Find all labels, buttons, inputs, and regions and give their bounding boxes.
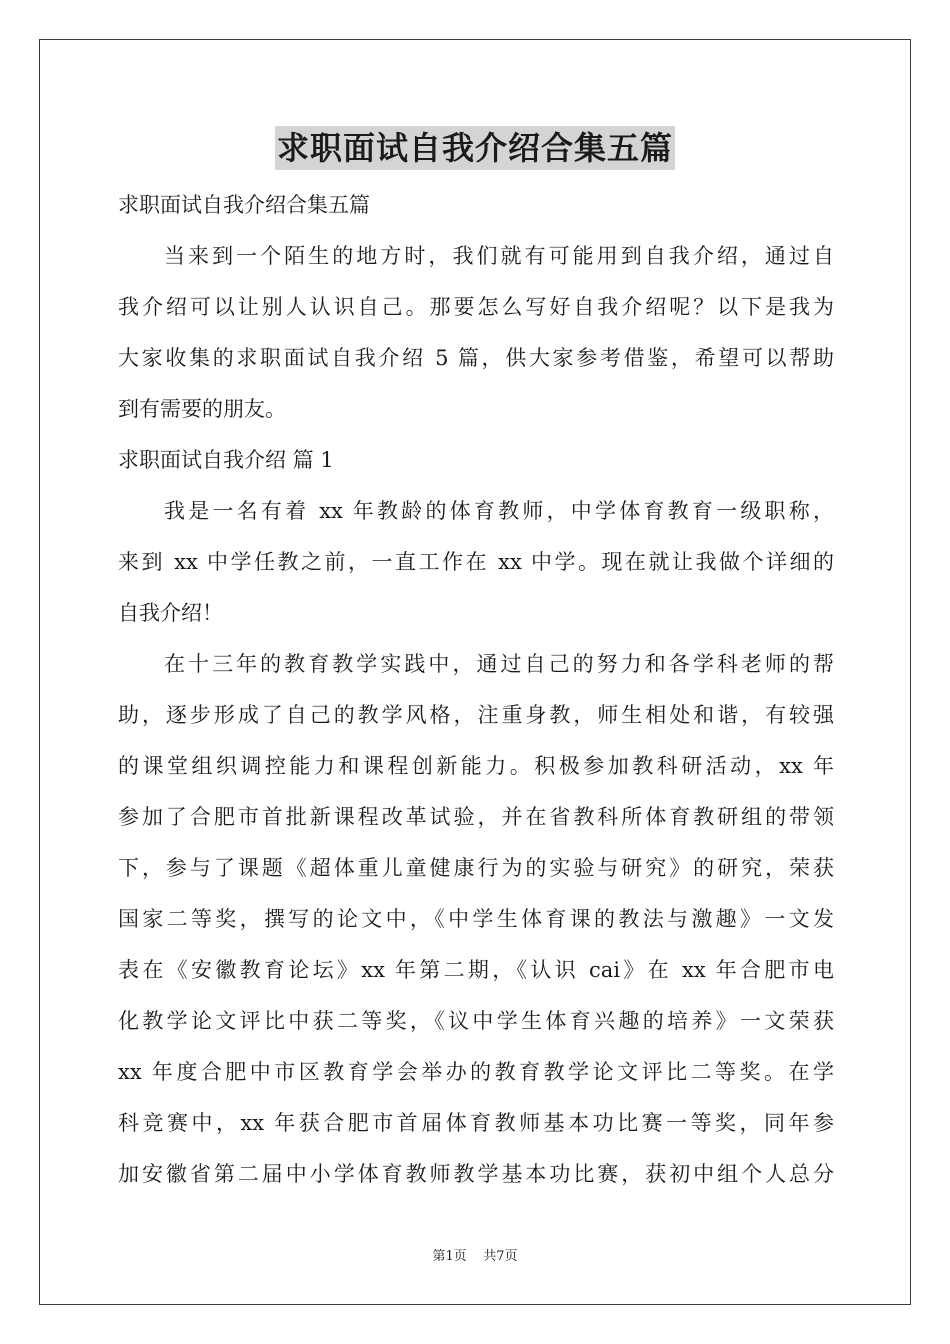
paragraph-line: 化教学论文评比中获二等奖，《议中学生体育兴趣的培养》一文荣获: [118, 1009, 834, 1033]
paragraph-line: 下，参与了课题《超体重儿童健康行为的实验与研究》的研究，荣获: [118, 856, 834, 880]
paragraph-line: 我是一名有着 xx 年教龄的体育教师，中学体育教育一级职称，: [164, 499, 834, 523]
paragraph-line: 参加了合肥市首批新课程改革试验，并在省教科所体育教研组的带领: [118, 805, 834, 829]
paragraph-line: 到有需要的朋友。: [118, 397, 286, 421]
paragraph-line: 大家收集的求职面试自我介绍 5 篇，供大家参考借鉴，希望可以帮助: [118, 346, 834, 370]
subtitle-line: 求职面试自我介绍合集五篇: [118, 193, 370, 217]
document-body: [118, 180, 834, 1200]
paragraph-line: 国家二等奖，撰写的论文中，《中学生体育课的教法与激趣》一文发: [118, 907, 834, 931]
paragraph-line: 来到 xx 中学任教之前，一直工作在 xx 中学。现在就让我做个详细的: [118, 550, 834, 574]
document-title-wrapper: [0, 126, 950, 170]
paragraph-line: 加安徽省第二届中小学体育教师教学基本功比赛，获初中组个人总分: [118, 1162, 834, 1186]
paragraph-line: 在十三年的教育教学实践中，通过自己的努力和各学科老师的帮: [164, 652, 834, 676]
paragraph-line: 助，逐步形成了自己的教学风格，注重身教，师生相处和谐，有较强: [118, 703, 834, 727]
document-title: 求职面试自我介绍合集五篇: [275, 126, 675, 170]
paragraph-line: 的课堂组织调控能力和课程创新能力。积极参加教科研活动，xx 年: [118, 754, 834, 778]
paragraph-line: xx 年度合肥中市区教育学会举办的教育教学论文评比二等奖。在学: [118, 1060, 834, 1084]
paragraph-line: 自我介绍！: [118, 601, 223, 625]
page-number-footer: 第1页 共7页: [432, 1249, 518, 1264]
section-heading: 求职面试自我介绍 篇 1: [118, 448, 334, 472]
paragraph-line: 科竞赛中，xx 年获合肥市首届体育教师基本功比赛一等奖，同年参: [118, 1111, 834, 1135]
paragraph-line: 当来到一个陌生的地方时，我们就有可能用到自我介绍，通过自: [164, 244, 834, 268]
paragraph-line: 表在《安徽教育论坛》xx 年第二期，《认识 cai》在 xx 年合肥市电: [118, 958, 834, 982]
paragraph-line: 我介绍可以让别人认识自己。那要怎么写好自我介绍呢？以下是我为: [118, 295, 834, 319]
